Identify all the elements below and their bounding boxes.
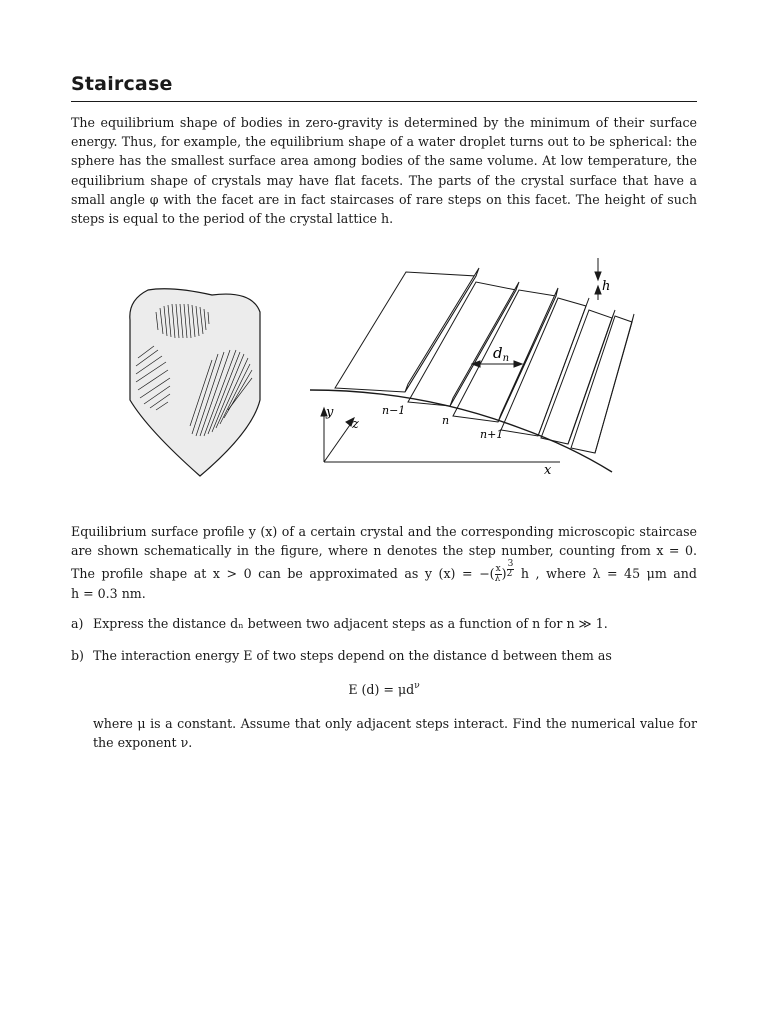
desc-line: are shown schematically in the figure, where n denotes the step number, counting from x = 0.	[71, 543, 697, 559]
interaction-equation	[71, 681, 697, 697]
crystal-shape	[130, 289, 260, 476]
desc-line3-start: The profile shape at x > 0 can be approximated as y (x) = −	[71, 566, 490, 582]
label-n-minus-1: n−1	[382, 404, 406, 417]
cont-line: the exponent ν.	[93, 735, 193, 751]
label-h: h	[602, 279, 611, 294]
desc-line: Equilibrium surface profile y (x) of a certain crystal and the corresponding microscopic staircase	[71, 524, 697, 539]
label-n-plus-1: n+1	[480, 428, 504, 441]
description-paragraph	[71, 522, 697, 604]
cont-line: where μ is a constant. Assume that only adjacent steps interact. Find the numerical value for	[93, 716, 697, 731]
paren-close: )	[501, 566, 507, 582]
intro-line: equilibrium shape of crystals may have flat facets. The parts of the crystal surface that have a	[71, 172, 697, 188]
exponent-3-2	[506, 559, 515, 580]
fraction-x-over-lambda: $\frac{x}{\lambda}$	[494, 564, 501, 585]
equation-body: E (d) = μd	[348, 682, 415, 697]
axis-label-y: y	[326, 405, 334, 420]
question-a-text: Express the distance dₙ between two adjacent steps as a function of n for n ≫ 1.	[93, 616, 608, 631]
question-b-text: The interaction energy E of two steps depend on the distance d between them as	[93, 648, 612, 663]
intro-line: steps is equal to the period of the crystal lattice h.	[71, 211, 394, 227]
staircase-steps	[335, 268, 634, 453]
staircase-figure	[120, 250, 650, 485]
intro-line: small angle φ with the facet are in fact staircases of rare steps on this facet. The height of such	[71, 191, 697, 207]
question-b-label: b)	[71, 648, 84, 663]
page-title: Staircase	[71, 73, 173, 95]
desc-line-formula	[71, 560, 697, 584]
question-b-continuation	[93, 714, 697, 752]
label-dn: $d_n$	[493, 344, 510, 364]
intro-line: energy. Thus, for example, the equilibrium shape of a water droplet turns out to be spherical: the	[71, 134, 697, 150]
h-marker	[595, 258, 601, 300]
label-n: n	[442, 414, 450, 427]
title-rule	[71, 101, 697, 102]
intro-paragraph	[71, 113, 697, 228]
desc-line3-end: h , where λ = 45 μm and	[520, 566, 697, 582]
paren-open: (	[489, 566, 495, 582]
exponent-fraction: 3 2	[506, 559, 514, 580]
axis-label-z: z	[352, 417, 359, 432]
question-a-label: a)	[71, 616, 84, 631]
equation-exponent: ν	[414, 681, 420, 691]
intro-line: The equilibrium shape of bodies in zero-gravity is determined by the minimum of their surface	[71, 115, 697, 130]
axis-label-x: x	[544, 463, 552, 478]
intro-line: sphere has the smallest surface area among bodies of the same volume. At low temperature, the	[71, 153, 697, 169]
desc-line: h = 0.3 nm.	[71, 586, 146, 602]
